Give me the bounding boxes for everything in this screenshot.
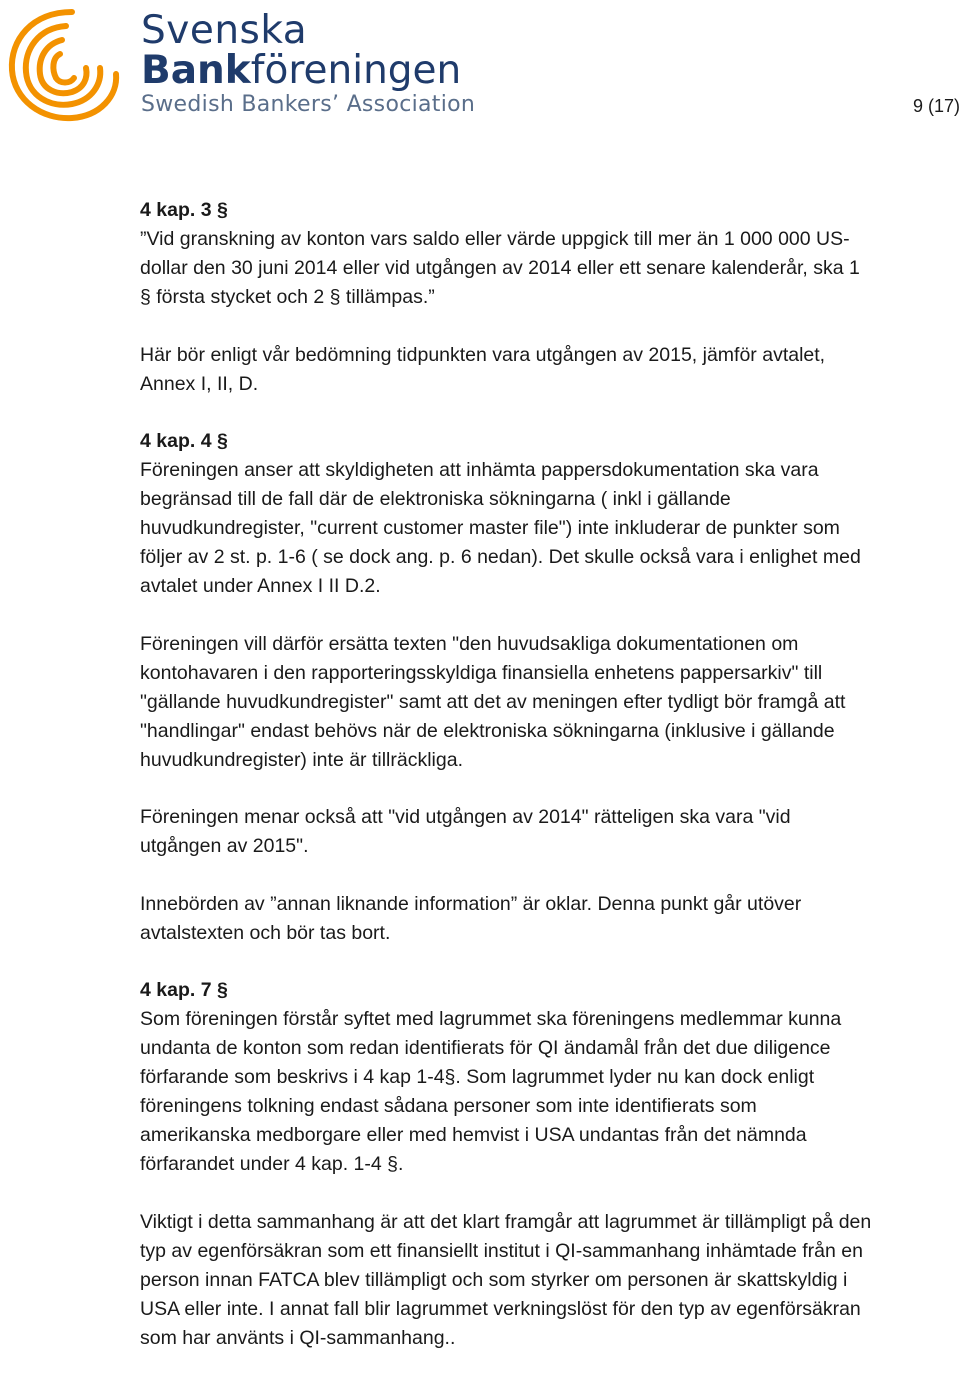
text-line: Föreningen vill därför ersätta texten "den huvudsakliga dokumentationen om	[140, 632, 799, 655]
section-heading-text: 4 kap. 3	[140, 199, 212, 221]
text-line: dollar den 30 juni 2014 eller vid utgången av 2014 eller ett senare kalenderår, ska 1	[140, 257, 860, 279]
text-line: undanta de konton som redan identifierats för QI ändamål från det due diligence	[140, 1037, 831, 1059]
logo-bank: Bank	[141, 48, 251, 93]
text-line: person innan FATCA blev tillämpligt och som styrker om personen är skattskyldig i	[140, 1268, 848, 1291]
paragraph	[140, 1208, 960, 1353]
text-line: Här bör enligt vår bedömning tidpunkten vara utgången av 2015, jämför avtalet,	[140, 343, 826, 366]
text-line: utgången av 2015".	[140, 835, 309, 857]
section-sign: §	[211, 430, 228, 452]
text-line: Viktigt i detta sammanhang är att det klart framgår att lagrummet är tillämpligt på den	[140, 1210, 872, 1233]
paragraph	[140, 630, 960, 775]
logo-line-english: Swedish Bankers’ Association	[141, 92, 476, 117]
section-heading	[140, 196, 960, 225]
text-line: Föreningen menar också att "vid utgången av 2014" rätteligen ska vara "vid	[140, 806, 791, 828]
paragraph	[140, 890, 960, 948]
paragraph	[140, 341, 960, 399]
text-line: huvudkundregister, "current customer master file") inte inkluderar de punkter som	[140, 517, 840, 539]
text-line: huvudkundregister) inte är tillräckliga.	[140, 748, 463, 771]
page-number: 9 (17)	[912, 96, 960, 116]
text-line: amerikanska medborgare eller med hemvist i USA undantas från det nämnda	[140, 1124, 807, 1146]
text-line: "handlingar" endast behövs när de elektroniska sökningarna (inklusive i gällande	[140, 719, 835, 742]
text-line: föreningens tolkning endast sådana personer som inte identifierats som	[140, 1095, 757, 1117]
text-line: avtalet under Annex I II D.2.	[140, 575, 381, 597]
section-heading-text: 4 kap. 7	[140, 979, 212, 1001]
svenska-bankforeningen-logo	[2, 0, 476, 126]
section-block	[140, 427, 960, 601]
text-line: förfarandet under 4 kap. 1-4 §.	[140, 1153, 404, 1175]
text-line: avtalstexten och bör tas bort.	[140, 921, 391, 944]
text-line: "gällande huvudkundregister" samt att det av meningen efter tydligt bör framgå att	[140, 690, 846, 713]
section-block	[140, 196, 960, 312]
text-line: kontohavaren i den rapporteringsskyldiga finansiella enhetens pappersarkiv" till	[140, 661, 823, 684]
section-heading	[140, 976, 960, 1005]
text-line: som har använts i QI-sammanhang..	[140, 1326, 456, 1349]
text-line: Annex I, II, D.	[140, 372, 259, 395]
section-heading	[140, 427, 960, 456]
logo-foreningen: föreningen	[250, 48, 462, 93]
text-line: Innebörden av ”annan liknande information” är oklar. Denna punkt går utöver	[140, 892, 802, 915]
section-heading-text: 4 kap. 4	[140, 430, 212, 452]
text-line: följer av 2 st. p. 1-6 ( se dock ang. p. 6 nedan). Det skulle också vara i enlighet med	[140, 546, 861, 568]
text-line: förfarande som beskrivs i 4 kap 1-4§. Som lagrummet lyder nu kan dock enligt	[140, 1066, 815, 1088]
text-line: begränsad till de fall där de elektroniska sökningarna ( inkl i gällande	[140, 488, 731, 510]
section-sign: §	[211, 199, 228, 221]
document-body	[140, 196, 960, 1381]
logo-line-bankforeningen	[141, 48, 461, 93]
section-sign: §	[211, 979, 228, 1001]
text-line: ”Vid granskning av konton vars saldo eller värde uppgick till mer än 1 000 000 US-	[140, 228, 850, 250]
text-line: USA eller inte. I annat fall blir lagrummet verkningslöst för den typ av egenförsäkran	[140, 1297, 861, 1320]
section-block	[140, 976, 960, 1179]
logo-swirl-icon	[2, 0, 138, 126]
text-line: typ av egenförsäkran som ett finansiellt institut i QI-sammanhang inhämtade från en	[140, 1239, 863, 1262]
text-line: Som föreningen förstår syftet med lagrummet ska föreningens medlemmar kunna	[140, 1008, 842, 1030]
text-line: § första stycket och 2 § tillämpas.”	[140, 286, 435, 308]
page-header	[0, 0, 960, 130]
logo-line-svenska: Svenska	[141, 8, 308, 53]
text-line: Föreningen anser att skyldigheten att inhämta pappersdokumentation ska vara	[140, 459, 819, 481]
paragraph	[140, 803, 960, 861]
